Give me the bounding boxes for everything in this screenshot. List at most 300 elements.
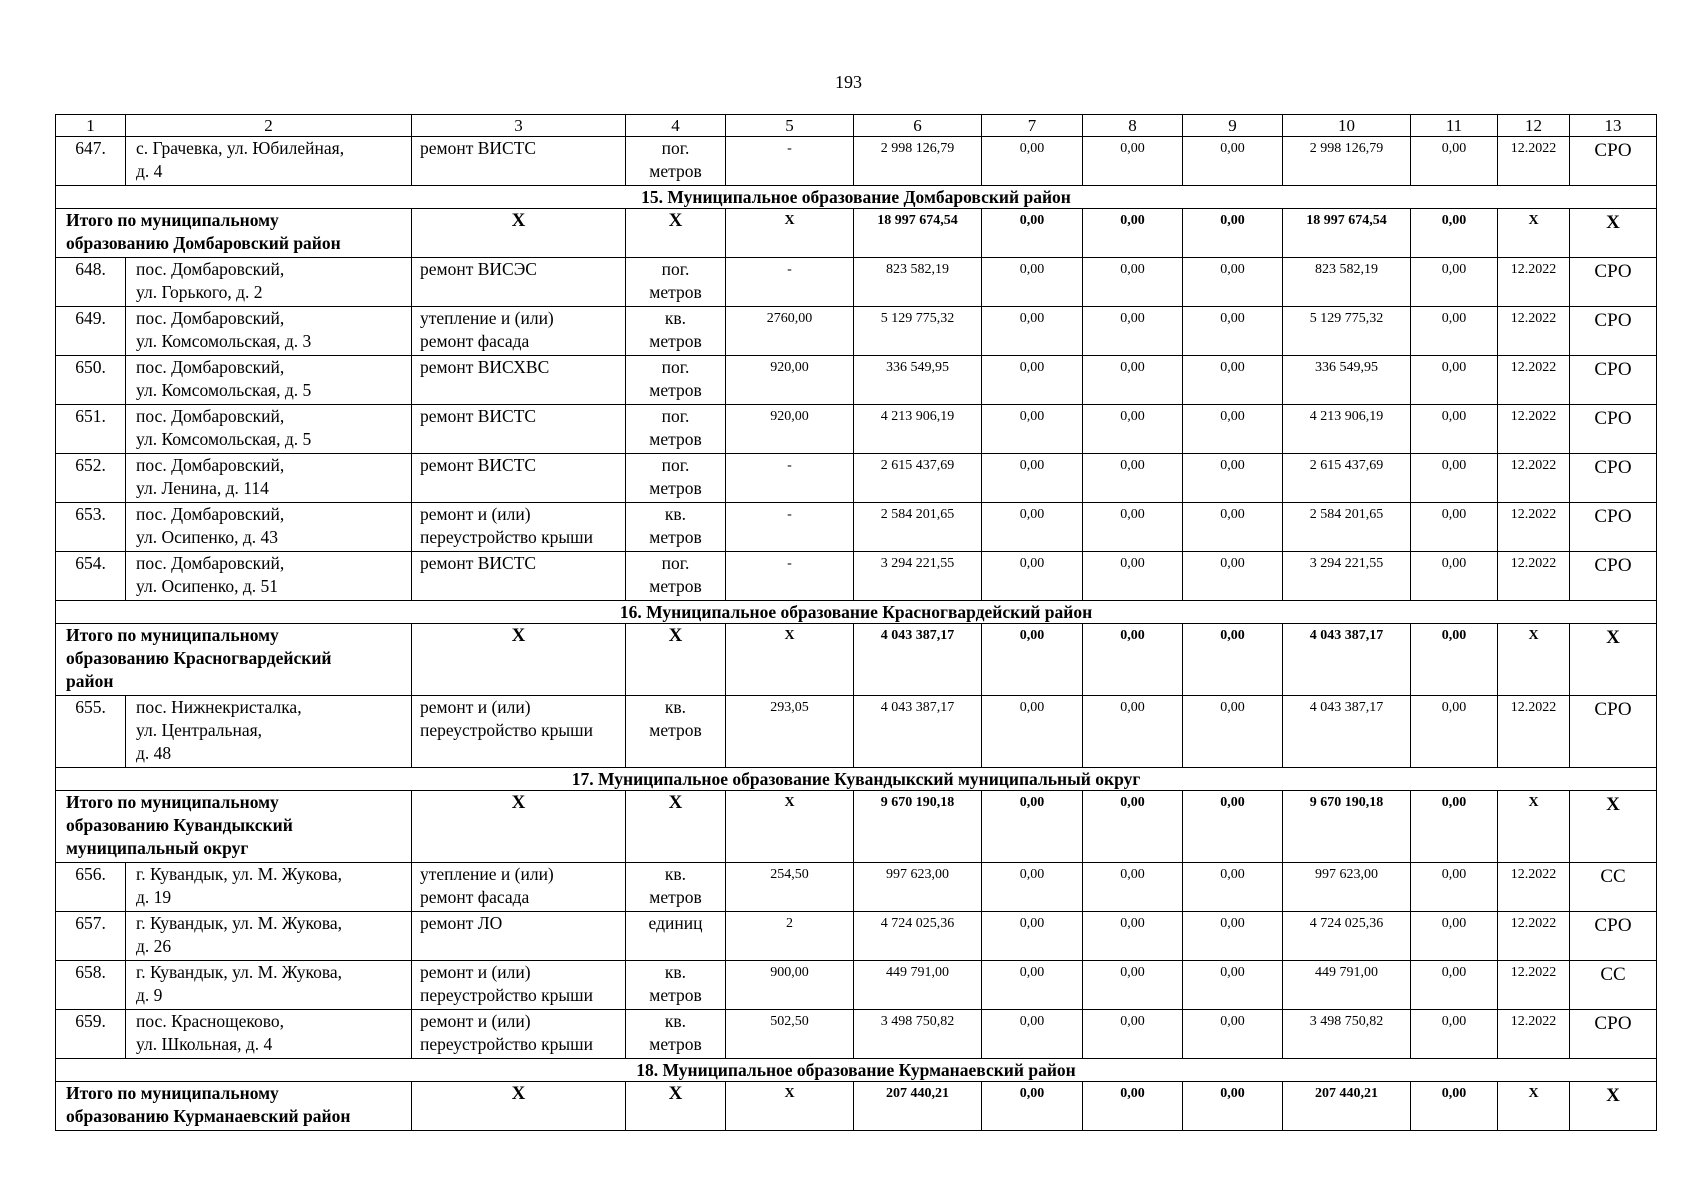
amount-cell: 0,00 xyxy=(982,624,1083,696)
unit-cell-line: кв. xyxy=(664,864,687,884)
quantity-cell: - xyxy=(726,552,854,601)
table-row xyxy=(56,258,1657,307)
quantity-cell: - xyxy=(726,503,854,552)
amount-cell: 0,00 xyxy=(982,209,1083,258)
unit-cell-line: метров xyxy=(649,429,702,449)
address-cell-line: пос. Домбаровский, xyxy=(136,455,285,475)
subtotal-label-line: образованию Курманаевский район xyxy=(66,1106,351,1126)
unit-cell-line: единиц xyxy=(648,913,703,933)
address-cell xyxy=(126,137,412,186)
amount-cell: 0,00 xyxy=(1183,624,1283,696)
amount-cell: 0,00 xyxy=(1083,356,1183,405)
amount-cell: 0,00 xyxy=(1083,307,1183,356)
method-cell: СРО xyxy=(1570,503,1657,552)
table-row xyxy=(56,454,1657,503)
table-row xyxy=(56,961,1657,1010)
amount-cell: 0,00 xyxy=(1411,454,1498,503)
amount-cell: 0,00 xyxy=(1183,307,1283,356)
capital-repair-table xyxy=(55,114,1657,1131)
unit-cell-line: пог. xyxy=(661,406,690,426)
amount-cell: 0,00 xyxy=(982,503,1083,552)
amount-cell: 0,00 xyxy=(1411,137,1498,186)
address-cell xyxy=(126,912,412,961)
method-cell: X xyxy=(1570,791,1657,863)
column-header: 12 xyxy=(1498,115,1570,137)
work-type-cell xyxy=(412,552,626,601)
method-cell: СРО xyxy=(1570,258,1657,307)
deadline-cell: 12.2022 xyxy=(1498,912,1570,961)
column-header: 13 xyxy=(1570,115,1657,137)
quantity-cell: 900,00 xyxy=(726,961,854,1010)
quantity-cell: 920,00 xyxy=(726,356,854,405)
amount-cell: 0,00 xyxy=(1183,503,1283,552)
address-cell-line: ул. Ленина, д. 114 xyxy=(136,478,269,498)
address-cell xyxy=(126,503,412,552)
address-cell xyxy=(126,961,412,1010)
amount-cell: 0,00 xyxy=(1411,503,1498,552)
work-type-cell-line: переустройство крыши xyxy=(420,527,593,547)
work-type-cell-line: переустройство крыши xyxy=(420,720,593,740)
work-type-cell-line: ремонт ЛО xyxy=(420,913,503,933)
amount-cell: 2 615 437,69 xyxy=(1283,454,1411,503)
amount-cell: 0,00 xyxy=(982,912,1083,961)
address-cell-line: ул. Осипенко, д. 43 xyxy=(136,527,278,547)
quantity-cell: 920,00 xyxy=(726,405,854,454)
method-cell: СС xyxy=(1570,863,1657,912)
work-type-cell xyxy=(412,503,626,552)
amount-cell: 0,00 xyxy=(982,258,1083,307)
deadline-cell: 12.2022 xyxy=(1498,258,1570,307)
work-type-cell xyxy=(412,863,626,912)
address-cell-line: ул. Горького, д. 2 xyxy=(136,282,263,302)
unit-cell xyxy=(626,552,726,601)
unit-cell-line: кв. xyxy=(664,962,687,982)
total-cost-cell: 336 549,95 xyxy=(854,356,982,405)
amount-cell: 0,00 xyxy=(1083,405,1183,454)
unit-cell xyxy=(626,137,726,186)
deadline-cell: 12.2022 xyxy=(1498,961,1570,1010)
unit-cell-line: пог. xyxy=(661,553,690,573)
address-cell-line: пос. Нижнекристалка, xyxy=(136,697,302,717)
table-row xyxy=(56,552,1657,601)
amount-cell: 0,00 xyxy=(1411,258,1498,307)
total-cost-cell: 3 498 750,82 xyxy=(854,1010,982,1059)
work-type-cell xyxy=(412,258,626,307)
address-cell xyxy=(126,405,412,454)
amount-cell: 0,00 xyxy=(1411,961,1498,1010)
quantity-cell: 254,50 xyxy=(726,863,854,912)
total-cost-cell: 2 615 437,69 xyxy=(854,454,982,503)
unit-cell: X xyxy=(626,209,726,258)
work-type-cell: X xyxy=(412,209,626,258)
quantity-cell: X xyxy=(726,209,854,258)
method-cell: СРО xyxy=(1570,307,1657,356)
address-cell-line: пос. Домбаровский, xyxy=(136,259,285,279)
work-type-cell: X xyxy=(412,624,626,696)
work-type-cell: X xyxy=(412,1082,626,1131)
total-cost-cell: 3 294 221,55 xyxy=(854,552,982,601)
work-type-cell-line: ремонт ВИСТС xyxy=(420,138,537,158)
row-number-cell: 654. xyxy=(56,552,126,601)
amount-cell: 0,00 xyxy=(1183,552,1283,601)
deadline-cell: X xyxy=(1498,791,1570,863)
deadline-cell: X xyxy=(1498,1082,1570,1131)
amount-cell: 0,00 xyxy=(982,454,1083,503)
amount-cell: 336 549,95 xyxy=(1283,356,1411,405)
amount-cell: 3 294 221,55 xyxy=(1283,552,1411,601)
total-cost-cell: 4 213 906,19 xyxy=(854,405,982,454)
address-cell xyxy=(126,454,412,503)
amount-cell: 207 440,21 xyxy=(1283,1082,1411,1131)
work-type-cell xyxy=(412,454,626,503)
method-cell: СРО xyxy=(1570,552,1657,601)
amount-cell: 0,00 xyxy=(982,961,1083,1010)
work-type-cell-line: утепление и (или) xyxy=(420,308,554,328)
unit-cell xyxy=(626,696,726,768)
amount-cell: 0,00 xyxy=(1083,1010,1183,1059)
column-header-row xyxy=(56,115,1657,137)
work-type-cell xyxy=(412,356,626,405)
address-cell-line: д. 9 xyxy=(136,985,163,1005)
section-title: 18. Муниципальное образование Курманаевский район xyxy=(56,1059,1657,1082)
amount-cell: 0,00 xyxy=(1083,912,1183,961)
table-row xyxy=(56,696,1657,768)
method-cell: СРО xyxy=(1570,696,1657,768)
unit-cell: X xyxy=(626,791,726,863)
amount-cell: 0,00 xyxy=(1411,1082,1498,1131)
section-title: 17. Муниципальное образование Кувандыкский муниципальный округ xyxy=(56,768,1657,791)
row-number-cell: 653. xyxy=(56,503,126,552)
amount-cell: 18 997 674,54 xyxy=(1283,209,1411,258)
total-cost-cell: 449 791,00 xyxy=(854,961,982,1010)
column-header: 3 xyxy=(412,115,626,137)
total-cost-cell: 823 582,19 xyxy=(854,258,982,307)
amount-cell: 997 623,00 xyxy=(1283,863,1411,912)
amount-cell: 0,00 xyxy=(1083,1082,1183,1131)
deadline-cell: 12.2022 xyxy=(1498,863,1570,912)
work-type-cell-line: ремонт и (или) xyxy=(420,1011,531,1031)
amount-cell: 0,00 xyxy=(982,356,1083,405)
unit-cell xyxy=(626,961,726,1010)
work-type-cell-line: ремонт и (или) xyxy=(420,962,531,982)
address-cell-line: пос. Домбаровский, xyxy=(136,504,285,524)
work-type-cell-line: ремонт ВИСТС xyxy=(420,553,537,573)
amount-cell: 0,00 xyxy=(1183,209,1283,258)
amount-cell: 0,00 xyxy=(1411,307,1498,356)
amount-cell: 0,00 xyxy=(1083,258,1183,307)
amount-cell: 4 043 387,17 xyxy=(1283,696,1411,768)
work-type-cell-line: ремонт ВИСТС xyxy=(420,406,537,426)
quantity-cell: 293,05 xyxy=(726,696,854,768)
table-row xyxy=(56,137,1657,186)
column-header: 8 xyxy=(1083,115,1183,137)
method-cell: X xyxy=(1570,209,1657,258)
amount-cell: 9 670 190,18 xyxy=(1283,791,1411,863)
amount-cell: 4 043 387,17 xyxy=(1283,624,1411,696)
amount-cell: 0,00 xyxy=(1411,209,1498,258)
amount-cell: 0,00 xyxy=(1183,961,1283,1010)
address-cell-line: пос. Краснощеково, xyxy=(136,1011,285,1031)
row-number-cell: 650. xyxy=(56,356,126,405)
total-cost-cell: 4 043 387,17 xyxy=(854,624,982,696)
amount-cell: 0,00 xyxy=(1183,454,1283,503)
amount-cell: 0,00 xyxy=(1183,1082,1283,1131)
subtotal-label-line: Итого по муниципальному xyxy=(66,625,279,645)
address-cell-line: г. Кувандык, ул. М. Жукова, xyxy=(136,913,343,933)
subtotal-label xyxy=(56,624,412,696)
total-cost-cell: 5 129 775,32 xyxy=(854,307,982,356)
unit-cell-line: метров xyxy=(649,478,702,498)
method-cell: СРО xyxy=(1570,405,1657,454)
work-type-cell xyxy=(412,137,626,186)
method-cell: X xyxy=(1570,1082,1657,1131)
unit-cell-line: пог. xyxy=(661,357,690,377)
work-type-cell xyxy=(412,1010,626,1059)
address-cell-line: пос. Домбаровский, xyxy=(136,357,285,377)
work-type-cell-line: переустройство крыши xyxy=(420,985,593,1005)
section-header-row xyxy=(56,601,1657,624)
work-type-cell-line: ремонт и (или) xyxy=(420,504,531,524)
amount-cell: 0,00 xyxy=(982,137,1083,186)
address-cell-line: пос. Домбаровский, xyxy=(136,406,285,426)
row-number-cell: 658. xyxy=(56,961,126,1010)
address-cell-line: ул. Комсомольская, д. 3 xyxy=(136,331,312,351)
column-header: 5 xyxy=(726,115,854,137)
subtotal-label xyxy=(56,209,412,258)
amount-cell: 0,00 xyxy=(1083,209,1183,258)
unit-cell-line: пог. xyxy=(661,455,690,475)
unit-cell xyxy=(626,503,726,552)
unit-cell-line: метров xyxy=(649,576,702,596)
row-number-cell: 649. xyxy=(56,307,126,356)
deadline-cell: 12.2022 xyxy=(1498,503,1570,552)
quantity-cell: - xyxy=(726,258,854,307)
method-cell: СРО xyxy=(1570,137,1657,186)
unit-cell xyxy=(626,1010,726,1059)
amount-cell: 5 129 775,32 xyxy=(1283,307,1411,356)
amount-cell: 0,00 xyxy=(1083,961,1183,1010)
subtotal-label xyxy=(56,791,412,863)
address-cell-line: ул. Комсомольская, д. 5 xyxy=(136,429,312,449)
amount-cell: 449 791,00 xyxy=(1283,961,1411,1010)
table-row xyxy=(56,307,1657,356)
method-cell: СРО xyxy=(1570,356,1657,405)
table-row xyxy=(56,356,1657,405)
quantity-cell: - xyxy=(726,137,854,186)
method-cell: СРО xyxy=(1570,454,1657,503)
amount-cell: 0,00 xyxy=(1183,1010,1283,1059)
work-type-cell xyxy=(412,405,626,454)
total-cost-cell: 9 670 190,18 xyxy=(854,791,982,863)
work-type-cell-line: ремонт ВИСТС xyxy=(420,455,537,475)
subtotal-label-line: Итого по муниципальному xyxy=(66,210,279,230)
address-cell xyxy=(126,258,412,307)
work-type-cell-line: ремонт и (или) xyxy=(420,697,531,717)
unit-cell-line: кв. xyxy=(664,504,687,524)
amount-cell: 4 213 906,19 xyxy=(1283,405,1411,454)
unit-cell xyxy=(626,863,726,912)
row-number-cell: 648. xyxy=(56,258,126,307)
work-type-cell-line: ремонт ВИСХВС xyxy=(420,357,550,377)
deadline-cell: X xyxy=(1498,624,1570,696)
amount-cell: 0,00 xyxy=(1411,552,1498,601)
unit-cell: X xyxy=(626,624,726,696)
amount-cell: 0,00 xyxy=(982,791,1083,863)
total-cost-cell: 2 584 201,65 xyxy=(854,503,982,552)
deadline-cell: 12.2022 xyxy=(1498,356,1570,405)
unit-cell-line: метров xyxy=(649,527,702,547)
address-cell xyxy=(126,356,412,405)
total-cost-cell: 207 440,21 xyxy=(854,1082,982,1131)
unit-cell xyxy=(626,912,726,961)
subtotal-row xyxy=(56,209,1657,258)
unit-cell-line: метров xyxy=(649,887,702,907)
deadline-cell: 12.2022 xyxy=(1498,405,1570,454)
amount-cell: 0,00 xyxy=(1183,137,1283,186)
address-cell xyxy=(126,863,412,912)
work-type-cell-line: ремонт фасада xyxy=(420,887,530,907)
quantity-cell: 2 xyxy=(726,912,854,961)
total-cost-cell: 997 623,00 xyxy=(854,863,982,912)
amount-cell: 4 724 025,36 xyxy=(1283,912,1411,961)
unit-cell-line: пог. xyxy=(661,259,690,279)
table-row xyxy=(56,405,1657,454)
address-cell-line: пос. Домбаровский, xyxy=(136,553,285,573)
subtotal-label-line: район xyxy=(66,671,114,691)
row-number-cell: 657. xyxy=(56,912,126,961)
section-header-row xyxy=(56,1059,1657,1082)
quantity-cell: X xyxy=(726,791,854,863)
section-header-row xyxy=(56,768,1657,791)
address-cell-line: ул. Школьная, д. 4 xyxy=(136,1034,273,1054)
quantity-cell: - xyxy=(726,454,854,503)
column-header: 1 xyxy=(56,115,126,137)
page-number: 193 xyxy=(835,72,862,92)
subtotal-row xyxy=(56,791,1657,863)
amount-cell: 0,00 xyxy=(1083,791,1183,863)
amount-cell: 0,00 xyxy=(1083,624,1183,696)
unit-cell-line: кв. xyxy=(664,308,687,328)
quantity-cell: 502,50 xyxy=(726,1010,854,1059)
column-header: 6 xyxy=(854,115,982,137)
amount-cell: 0,00 xyxy=(1411,696,1498,768)
method-cell: СС xyxy=(1570,961,1657,1010)
work-type-cell-line: утепление и (или) xyxy=(420,864,554,884)
unit-cell xyxy=(626,258,726,307)
row-number-cell: 659. xyxy=(56,1010,126,1059)
table-row xyxy=(56,1010,1657,1059)
subtotal-label-line: муниципальный округ xyxy=(66,838,249,858)
unit-cell-line: метров xyxy=(649,161,702,181)
subtotal-label-line: Итого по муниципальному xyxy=(66,792,279,812)
unit-cell-line: метров xyxy=(649,331,702,351)
column-header: 10 xyxy=(1283,115,1411,137)
unit-cell: X xyxy=(626,1082,726,1131)
amount-cell: 0,00 xyxy=(1183,863,1283,912)
column-header: 2 xyxy=(126,115,412,137)
subtotal-row xyxy=(56,624,1657,696)
amount-cell: 0,00 xyxy=(1083,863,1183,912)
amount-cell: 0,00 xyxy=(1411,1010,1498,1059)
amount-cell: 823 582,19 xyxy=(1283,258,1411,307)
amount-cell: 0,00 xyxy=(1183,356,1283,405)
column-header: 9 xyxy=(1183,115,1283,137)
amount-cell: 0,00 xyxy=(1183,696,1283,768)
address-cell xyxy=(126,696,412,768)
total-cost-cell: 4 724 025,36 xyxy=(854,912,982,961)
address-cell-line: ул. Комсомольская, д. 5 xyxy=(136,380,312,400)
address-cell-line: г. Кувандык, ул. М. Жукова, xyxy=(136,962,343,982)
total-cost-cell: 4 043 387,17 xyxy=(854,696,982,768)
amount-cell: 0,00 xyxy=(1083,137,1183,186)
unit-cell xyxy=(626,307,726,356)
unit-cell xyxy=(626,405,726,454)
total-cost-cell: 18 997 674,54 xyxy=(854,209,982,258)
amount-cell: 0,00 xyxy=(1183,405,1283,454)
unit-cell-line: метров xyxy=(649,282,702,302)
address-cell-line: г. Кувандык, ул. М. Жукова, xyxy=(136,864,343,884)
address-cell xyxy=(126,307,412,356)
amount-cell: 0,00 xyxy=(1083,696,1183,768)
column-header: 4 xyxy=(626,115,726,137)
unit-cell-line: метров xyxy=(649,985,702,1005)
work-type-cell: X xyxy=(412,791,626,863)
table-body xyxy=(56,115,1657,1131)
section-title: 15. Муниципальное образование Домбаровский район xyxy=(56,186,1657,209)
row-number-cell: 651. xyxy=(56,405,126,454)
amount-cell: 0,00 xyxy=(1083,503,1183,552)
amount-cell: 0,00 xyxy=(1411,624,1498,696)
subtotal-label-line: образованию Домбаровский район xyxy=(66,233,341,253)
address-cell-line: д. 26 xyxy=(136,936,172,956)
column-header: 11 xyxy=(1411,115,1498,137)
address-cell-line: ул. Центральная, xyxy=(136,720,263,740)
subtotal-label-line: образованию Красногвардейский xyxy=(66,648,332,668)
amount-cell: 0,00 xyxy=(1411,405,1498,454)
row-number-cell: 655. xyxy=(56,696,126,768)
amount-cell: 0,00 xyxy=(1411,912,1498,961)
row-number-cell: 652. xyxy=(56,454,126,503)
address-cell-line: д. 4 xyxy=(136,161,163,181)
address-cell-line: д. 19 xyxy=(136,887,172,907)
amount-cell: 0,00 xyxy=(1183,912,1283,961)
unit-cell-line: кв. xyxy=(664,697,687,717)
address-cell-line: ул. Осипенко, д. 51 xyxy=(136,576,278,596)
amount-cell: 2 998 126,79 xyxy=(1283,137,1411,186)
work-type-cell-line: ремонт фасада xyxy=(420,331,530,351)
method-cell: X xyxy=(1570,624,1657,696)
table-row xyxy=(56,503,1657,552)
unit-cell xyxy=(626,454,726,503)
deadline-cell: X xyxy=(1498,209,1570,258)
amount-cell: 3 498 750,82 xyxy=(1283,1010,1411,1059)
address-cell xyxy=(126,552,412,601)
deadline-cell: 12.2022 xyxy=(1498,454,1570,503)
column-header: 7 xyxy=(982,115,1083,137)
amount-cell: 0,00 xyxy=(982,1010,1083,1059)
unit-cell-line: пог. xyxy=(661,138,690,158)
subtotal-row xyxy=(56,1082,1657,1131)
work-type-cell xyxy=(412,961,626,1010)
amount-cell: 0,00 xyxy=(982,307,1083,356)
amount-cell: 0,00 xyxy=(1183,791,1283,863)
unit-cell-line: метров xyxy=(649,720,702,740)
subtotal-label-line: образованию Кувандыкский xyxy=(66,815,293,835)
address-cell xyxy=(126,1010,412,1059)
deadline-cell: 12.2022 xyxy=(1498,696,1570,768)
unit-cell-line: метров xyxy=(649,1034,702,1054)
amount-cell: 0,00 xyxy=(1183,258,1283,307)
